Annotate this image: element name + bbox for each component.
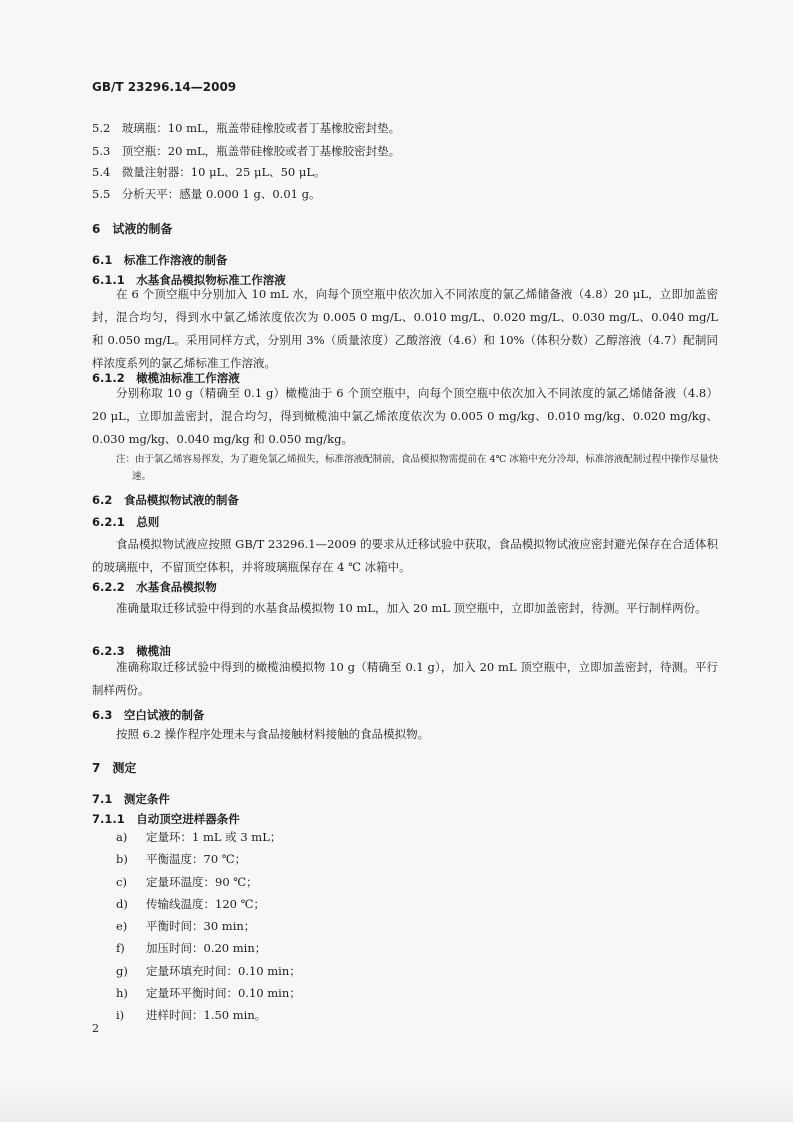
list-item: e) 平衡时间：30 min；	[116, 919, 256, 934]
paragraph-6-2-3: 准确称取迁移试验中得到的橄榄油模拟物 10 g（精确至 0.1 g），加入 20 mL 顶空瓶中，立即加盖密封，待测。平行制样两份。	[92, 660, 718, 697]
page-number: 2	[92, 1022, 99, 1035]
section-6-2-3-heading: 6.2.3 橄榄油	[92, 644, 171, 658]
section-6-1-heading: 6.1 标准工作溶液的制备	[92, 253, 228, 267]
standard-header: GB/T 23296.14—2009	[92, 80, 237, 94]
list-item: b) 平衡温度：70 ℃；	[116, 852, 247, 867]
paragraph-6-3: 按照 6.2 操作程序处理未与食品接触材料接触的食品模拟物。	[116, 727, 430, 741]
paragraph-6-1-2: 分别称取 10 g（精确至 0.1 g）橄榄油于 6 个顶空瓶中，向每个顶空瓶中依次加入不同浓度的氯乙烯储备液（4.8）20 μL，立即加盖密封，混合均匀，得到橄榄油中氯乙烯浓度依次为 0.005 0 mg/kg、0.010 mg/kg、0.020 mg/kg、0.030 mg/kg、0.040 mg/kg 和 0.050 mg/kg。	[92, 386, 718, 446]
section-6-2-2-heading: 6.2.2 水基食品模拟物	[92, 580, 217, 594]
clause-5-2: 5.2 玻璃瓶：10 mL，瓶盖带硅橡胶或者丁基橡胶密封垫。	[92, 121, 401, 135]
paragraph-6-1-1: 在 6 个顶空瓶中分别加入 10 mL 水，向每个顶空瓶中依次加入不同浓度的氯乙烯储备液（4.8）20 μL，立即加盖密封，混合均匀，得到水中氯乙烯浓度依次为 0.005 0 mg/L、0.010 mg/L、0.020 mg/L、0.030 mg/L、0.040 mg/L 和 0.050 mg/L。采用同样方式，分别用 3%（质量浓度）乙酸溶液（4.6）和 10%（体积分数）乙醇溶液（4.7）配制同样浓度系列的氯乙烯标准工作溶液。	[92, 287, 718, 370]
section-6-2-1-heading: 6.2.1 总则	[92, 515, 160, 529]
list-item: d) 传输线温度：120 ℃；	[116, 896, 265, 911]
section-7-heading: 7 测定	[92, 761, 137, 775]
clause-5-3: 5.3 顶空瓶：20 mL，瓶盖带硅橡胶或者丁基橡胶密封垫。	[92, 144, 401, 158]
list-item: c) 定量环温度：90 ℃；	[116, 874, 258, 889]
section-7-1-1-heading: 7.1.1 自动顶空进样器条件	[92, 812, 240, 826]
document-page	[92, 0, 718, 1122]
list-item: i) 进样时间：1.50 min。	[116, 1008, 267, 1023]
paragraph-6-2-1: 食品模拟物试液应按照 GB/T 23296.1—2009 的要求从迁移试验中获取，食品模拟物试液应密封避光保存在合适体积的玻璃瓶中，不留顶空体积，并将玻璃瓶保存在 4 ℃ 冰箱中。	[92, 537, 718, 574]
note-6-1-2: 注：由于氯乙烯容易挥发，为了避免氯乙烯损失，标准溶液配制前，食品模拟物需提前在 4℃ 冰箱中充分冷却，标准溶液配制过程中操作尽量快速。	[116, 454, 719, 482]
list-item: f) 加压时间：0.20 min；	[116, 941, 267, 956]
section-6-heading: 6 试液的制备	[92, 222, 173, 236]
section-6-1-1-heading: 6.1.1 水基食品模拟物标准工作溶液	[92, 273, 286, 287]
headspace-conditions-list	[116, 826, 301, 1027]
section-6-3-heading: 6.3 空白试液的制备	[92, 708, 205, 722]
paragraph-6-2-2: 准确量取迁移试验中得到的水基食品模拟物 10 mL，加入 20 mL 顶空瓶中，立即加盖密封，待测。平行制样两份。	[116, 601, 707, 615]
clause-5-5: 5.5 分析天平：感量 0.000 1 g、0.01 g。	[92, 187, 321, 201]
section-6-1-2-heading: 6.1.2 橄榄油标准工作溶液	[92, 371, 240, 385]
section-7-1-heading: 7.1 测定条件	[92, 792, 170, 806]
list-item: g) 定量环填充时间：0.10 min；	[116, 963, 301, 978]
section-6-2-heading: 6.2 食品模拟物试液的制备	[92, 493, 239, 507]
list-item: a) 定量环：1 mL 或 3 mL；	[116, 830, 282, 844]
list-item: h) 定量环平衡时间：0.10 min；	[116, 986, 301, 1001]
clause-5-4: 5.4 微量注射器：10 μL、25 μL、50 μL。	[92, 165, 326, 179]
